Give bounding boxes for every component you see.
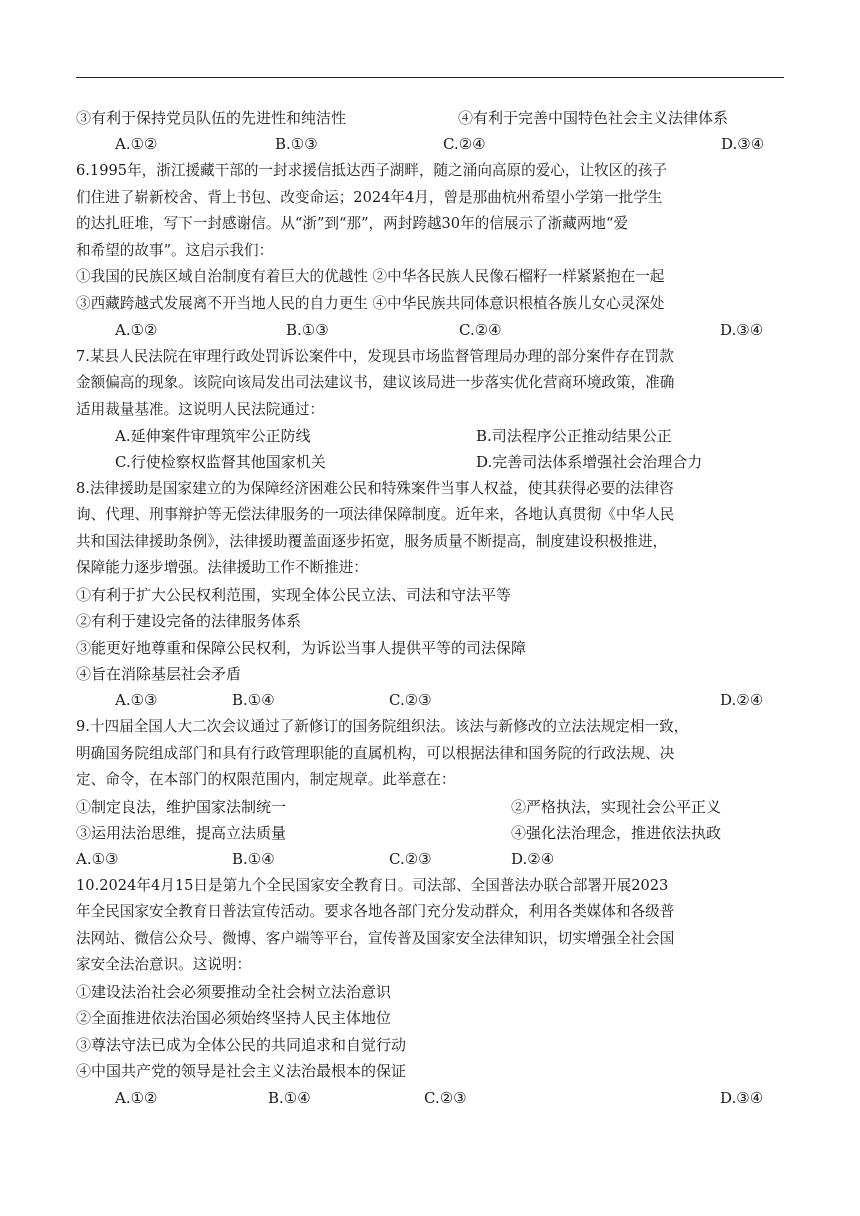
q6-stem-line-2: 们住进了崭新校舍、背上书包、改变命运；2024年4月，曾是那曲杭州希望小学第一批学生	[76, 189, 663, 206]
q6-items-row-1: ①我国的民族区域自治制度有着巨大的优越性 ②中华各民族人民像石榴籽一样紧紧抱在一起	[76, 268, 665, 285]
q7-option-c: C.行使检察权监督其他国家机关	[115, 453, 326, 471]
q9-option-c: C.②③	[389, 850, 432, 868]
q9-option-a: A.①③	[76, 850, 119, 868]
q7-option-b: B.司法程序公正推动结果公正	[476, 427, 672, 445]
header-rule	[76, 77, 784, 78]
q8-stem-line-1: 8.法律援助是国家建立的为保障经济困难公民和特殊案件当事人权益，使其获得必要的法律咨	[76, 480, 674, 497]
q6-option-c: C.②④	[459, 321, 502, 339]
q10-option-c: C.②③	[424, 1089, 467, 1107]
q7-stem-line-3: 适用裁量基准。这说明人民法院通过：	[76, 401, 325, 418]
q10-stem-line-1: 10.2024年4月15日是第九个全民国家安全教育日。司法部、全国普法办联合部署开展2023	[76, 877, 669, 894]
q9-stem-line-3: 定、命令，在本部门的权限范围内，制定规章。此举意在：	[76, 771, 456, 788]
q10-stem-line-4: 家安全法治意识。这说明：	[76, 956, 252, 973]
q7-stem-line-1: 7.某县人民法院在审理行政处罚诉讼案件中，发现县市场监督管理局办理的部分案件存在罚款	[76, 348, 674, 365]
q9-option-d: D.②④	[511, 850, 555, 868]
q9-stem-line-2: 明确国务院组成部门和具有行政管理职能的直属机构，可以根据法律和国务院的行政法规、决	[76, 745, 675, 762]
q8-option-c: C.②③	[389, 691, 432, 709]
q9-item-2: ②严格执法，实现社会公平正义	[511, 798, 722, 816]
q10-item-2: ②全面推进依法治国必须始终坚持人民主体地位	[76, 1009, 392, 1027]
q10-item-3: ③尊法守法已成为全体公民的共同追求和自觉行动	[76, 1036, 407, 1054]
q10-stem-line-2: 年全民国家安全教育日普法宣传活动。要求各地各部门充分发动群众，利用各类媒体和各级普	[76, 903, 675, 920]
q10-option-a: A.①②	[115, 1089, 158, 1107]
q8-item-3: ③能更好地尊重和保障公民权利，为诉讼当事人提供平等的司法保障	[76, 639, 527, 657]
prev-option-d: D.③④	[721, 135, 765, 153]
q8-option-a: A.①③	[115, 691, 158, 709]
q9-stem-line-1: 9.十四届全国人大二次会议通过了新修订的国务院组织法。该法与新修改的立法法规定相一致，	[76, 718, 689, 735]
q10-item-1: ①建设法治社会必须要推动全社会树立法治意识	[76, 983, 392, 1001]
q7-option-d: D.完善司法体系增强社会治理合力	[476, 453, 703, 471]
q8-stem-line-3: 共和国法律援助条例》，法律援助覆盖面逐步拓宽，服务质量不断提高，制度建设积极推进，	[76, 533, 668, 550]
prev-option-a: A.①②	[115, 135, 158, 153]
q8-item-1: ①有利于扩大公民权利范围，实现全体公民立法、司法和守法平等	[76, 586, 512, 604]
q6-stem-line-1: 6.1995年，浙江援藏干部的一封求援信抵达西子湖畔，随之涌向高原的爱心，让牧区的孩子	[76, 162, 668, 179]
q9-option-b: B.①④	[232, 850, 275, 868]
q9-item-1: ①制定良法，维护国家法制统一	[76, 798, 287, 816]
q7-stem-line-2: 金额偏高的现象。该院向该局发出司法建议书，建议该局进一步落实优化营商环境政策，准确	[76, 374, 675, 391]
q8-option-d: D.②④	[720, 691, 764, 709]
q9-item-3: ③运用法治思维，提高立法质量	[76, 824, 287, 842]
q6-stem-line-3: 的达扎旺堆，写下一封感谢信。从“浙”到“那”，两封跨越30年的信展示了浙藏两地“爱	[76, 215, 629, 232]
q6-items-row-2: ③西藏跨越式发展离不开当地人民的自力更生 ④中华民族共同体意识根植各族儿女心灵深处	[76, 295, 665, 312]
q8-option-b: B.①④	[232, 691, 275, 709]
q8-item-4: ④旨在消除基层社会矛盾	[76, 665, 242, 683]
q10-stem-line-3: 法网站、微信公众号、微博、客户端等平台，宣传普及国家安全法律知识，切实增强全社会国	[76, 930, 675, 947]
q10-item-4: ④中国共产党的领导是社会主义法治最根本的保证	[76, 1062, 407, 1080]
q10-option-d: D.③④	[720, 1089, 764, 1107]
q10-option-b: B.①④	[268, 1089, 311, 1107]
prev-item-4: ④有利于完善中国特色社会主义法律体系	[458, 109, 729, 127]
prev-option-b: B.①③	[275, 135, 318, 153]
prev-item-3: ③有利于保持党员队伍的先进性和纯洁性	[76, 109, 347, 127]
q8-item-2: ②有利于建设完备的法律服务体系	[76, 612, 302, 630]
q6-stem-line-4: 和希望的故事”。这启示我们：	[76, 242, 274, 259]
q6-option-d: D.③④	[720, 321, 764, 339]
q8-stem-line-2: 询、代理、刑事辩护等无偿法律服务的一项法律保障制度。近年来，各地认真贯彻《中华人民	[76, 506, 675, 523]
q8-stem-line-4: 保障能力逐步增强。法律援助工作不断推进：	[76, 559, 368, 576]
q7-option-a: A.延伸案件审理筑牢公正防线	[115, 427, 311, 445]
prev-option-c: C.②④	[443, 135, 486, 153]
q9-item-4: ④强化法治理念，推进依法执政	[511, 824, 722, 842]
q6-option-b: B.①③	[286, 321, 329, 339]
q6-option-a: A.①②	[115, 321, 158, 339]
